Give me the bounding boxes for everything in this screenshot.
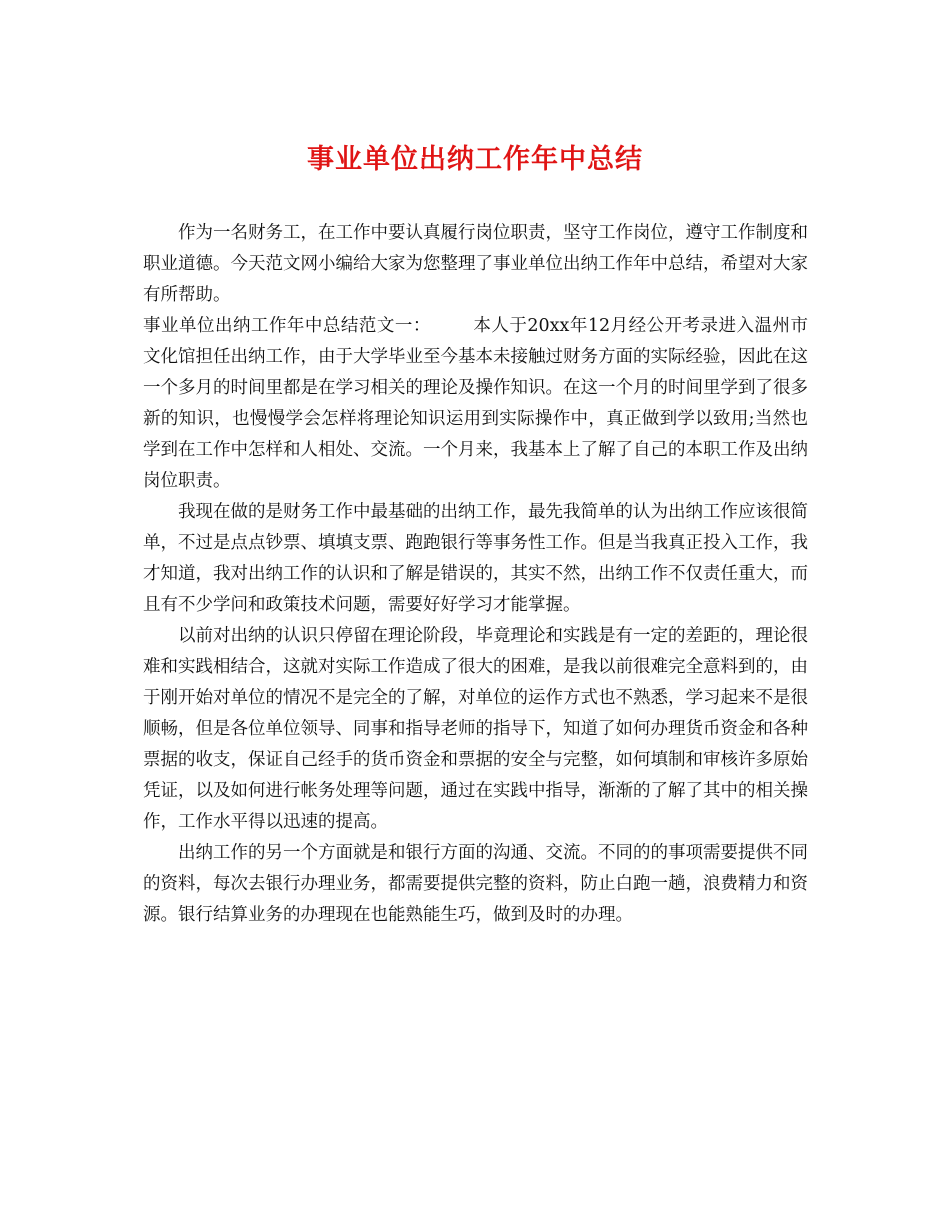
page-title: 事业单位出纳工作年中总结 <box>307 144 643 175</box>
paragraph-sample-one <box>143 311 808 497</box>
paragraph-theory-practice: 以前对出纳的认识只停留在理论阶段，毕竟理论和实践是有一定的差距的，理论很难和实践相结合，这就对实际工作造成了很大的困难，是我以前很难完全意料到的，由于刚开始对单位的情况不是完全的了解，对单位的运作方式也不熟悉，学习起来不是很顺畅，但是各位单位领导、同事和指导老师的指导下，知道了如何办理货币资金和各种票据的收支，保证自己经手的货币资金和票据的安全与完整，如何填制和审核许多原始凭证，以及如何进行帐务处理等问题，通过在实践中指导，渐渐的了解了其中的相关操作，工作水平得以迅速的提高。 <box>143 626 808 832</box>
paragraph-sample-one-text: 本人于20xx年12月经公开考录进入温州市文化馆担任出纳工作，由于大学毕业至今基本未接触过财务方面的实际经验，因此在这一个多月的时间里都是在学习相关的理论及操作知识。在这一个月的时间里学到了很多新的知识，也慢慢学会怎样将理论知识运用到实际操作中，真正做到学以致用;当然也学到在工作中怎样和人相处、交流。一个月来，我基本上了解了自己的本职工作及出纳岗位职责。 <box>143 316 809 491</box>
paragraph-intro: 作为一名财务工，在工作中要认真履行岗位职责，坚守工作岗位，遵守工作制度和职业道德。今天范文网小编给大家为您整理了事业单位出纳工作年中总结，希望对大家有所帮助。 <box>143 223 808 305</box>
paragraph-bank-communication: 出纳工作的另一个方面就是和银行方面的沟通、交流。不同的的事项需要提供不同的资料，每次去银行办理业务，都需要提供完整的资料，防止白跑一趟，浪费精力和资源。银行结算业务的办理现在也能熟能生巧，做到及时的办理。 <box>143 843 808 925</box>
paragraph-cashier-work: 我现在做的是财务工作中最基础的出纳工作，最先我简单的认为出纳工作应该很简单，不过是点点钞票、填填支票、跑跑银行等事务性工作。但是当我真正投入工作，我才知道，我对出纳工作的认识和了解是错误的，其实不然，出纳工作不仅责任重大，而且有不少学问和政策技术问题，需要好好学习才能掌握。 <box>143 502 808 615</box>
section-heading: 事业单位出纳工作年中总结范文一： <box>143 316 431 336</box>
document-body <box>143 218 808 931</box>
